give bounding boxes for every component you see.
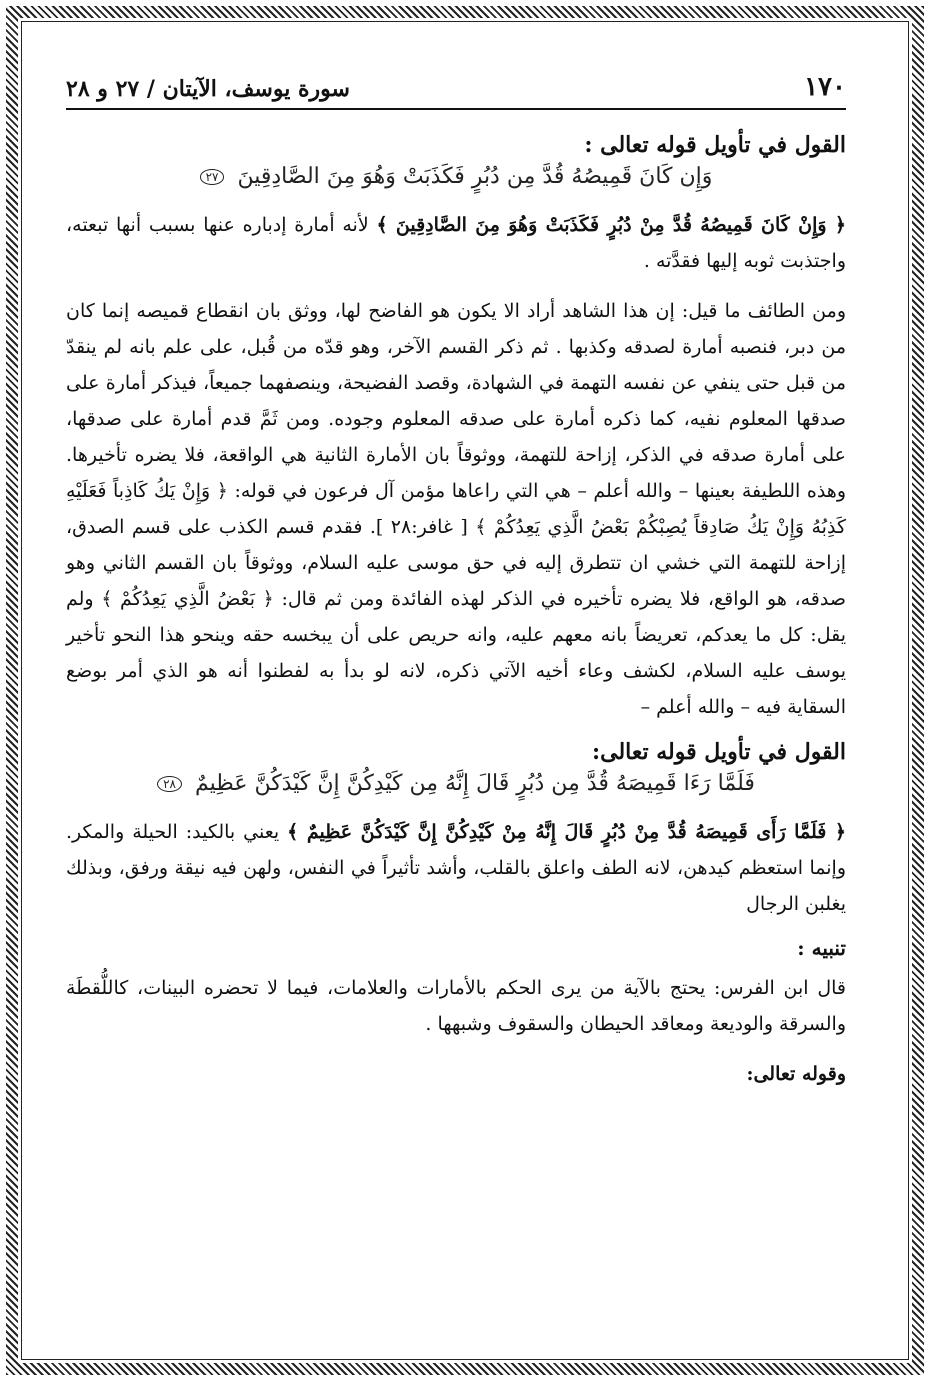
page-header [66,72,846,110]
verse-text: فَلَمَّا رَءَا قَمِيصَهُ قُدَّ مِن دُبُرٍ قَالَ إِنَّهُ مِن كَيْدِكُنَّ إِنَّ كَيْدَكُنَّ عَظِيمٌ [195,771,755,796]
commentary-paragraph [66,207,846,279]
quran-verse [66,164,846,189]
verse-number-mark: ٢٨ [157,776,182,792]
section-heading: القول في تأويل قوله تعالى: [592,739,846,765]
commentary-paragraph: ومن الطائف ما قيل: إن هذا الشاهد أراد الا يكون هو الفاضح لها، ووثق بان انقطاع قميصه إنما كان من دبر، فنصبه أمارة لصدقه وكذبها . ثم ذكر القسم الآخر، وهو قدّه من قُبل، على علم بانه لم ينقدّ من قبل حتى ينفي عن نفسه التهمة في الشهادة، وقصد الفضيحة، وينصفهما جميعاً، فيذكر أمارة على صدقها المعلوم نفيه، كما ذكره أمارة على صدقه المعلوم وجوده. ومن ثَمَّ قدم أمارة على صدقها، على أمارة صدقه في الذكر، إزاحة للتهمة، ووثوقاً بان الأمارة الثانية هي الواقعة، فلا يضره تأخيرها. وهذه اللطيفة بعينها – والله أعلم – هي التي راعاها مؤمن آل فرعون في قوله: ﴿ وَإِنْ يَكُ كَاذِباً فَعَلَيْهِ كَذِبُهُ وَإِنْ يَكُ صَادِقاً يُصِبْكُمْ بَعْضُ الَّذِي يَعِدُكُمْ ﴾ [ غافر:٢٨ ]. فقدم قسم الكذب على قسم الصدق، إزاحة للتهمة التي خشي ان تتطرق إليه في حق موسى عليه السلام، ووثوقاً بان القسم الثاني وهو صدقه، هو الواقع، فلا يضره تأخيره في الذكر لهذه الفائدة ومن ثم قال: ﴿ بَعْضُ الَّذِي يَعِدُكُمْ ﴾ ولم يقل: كل ما يعدكم، تعريضاً بانه معهم عليه، وانه حريص على أن يبخسه حقه وينحو هذا النحو تأخير يوسف عليه السلام، لكشف وعاء أخيه الآتي ذكره، لانه لو بدأ به لفطنوا أنه هو الذي أمر بوضع السقاية فيه – والله أعلم – [66,300,846,718]
verse-number-mark: ٢٧ [200,169,225,185]
verse-quote: ﴿ وَإِنْ كَانَ قَمِيصُهُ قُدَّ مِنْ دُبُرٍ فَكَذَبَتْ وَهُوَ مِنَ الصَّادِقِينَ ﴾ [376,214,846,236]
closing-line: وقوله تعالى: [746,1063,846,1085]
page-content [66,72,846,1322]
section-heading: القول في تأويل قوله تعالى : [584,132,846,158]
commentary-text: لأنه أمارة إدباره عنها بسبب أنها تبعته، واجتذبت ثوبه إليها فقدَّته . [66,214,846,272]
page-number: ١٧٠ [804,72,846,102]
quran-verse [66,771,846,796]
running-title: سورة يوسف، الآيتان / ٢٧ و ٢٨ [66,76,350,102]
note-heading: تنبيه : [797,936,846,960]
verse-quote: ﴿ فَلَمَّا رَأَى قَمِيصَهُ قُدَّ مِنْ دُبُرٍ قَالَ إِنَّهُ مِنْ كَيْدِكُنَّ إِنَّ كَيْدَكُنَّ عَظِيمٌ ﴾ [287,821,846,843]
commentary-paragraph [66,814,846,922]
note-paragraph: قال ابن الفرس: يحتج بالآية من يرى الحكم بالأمارات والعلامات، فيما لا تحضره البينات، كاللُّقطَة والسرقة والوديعة ومعاقد الحيطان والسقوف وشبهها . [66,977,846,1035]
commentary-text: يعني بالكيد: الحيلة والمكر. وإنما استعظم كيدهن، لانه الطف واعلق بالقلب، وأشد تأثيراً في النفس، ولهن فيه نيقة ورفق، وبذلك يغلبن الرجال [66,821,846,915]
verse-text: وَإِن كَانَ قَمِيصُهُ قُدَّ مِن دُبُرٍ فَكَذَبَتْ وَهُوَ مِنَ الصَّادِقِينَ [237,164,713,189]
